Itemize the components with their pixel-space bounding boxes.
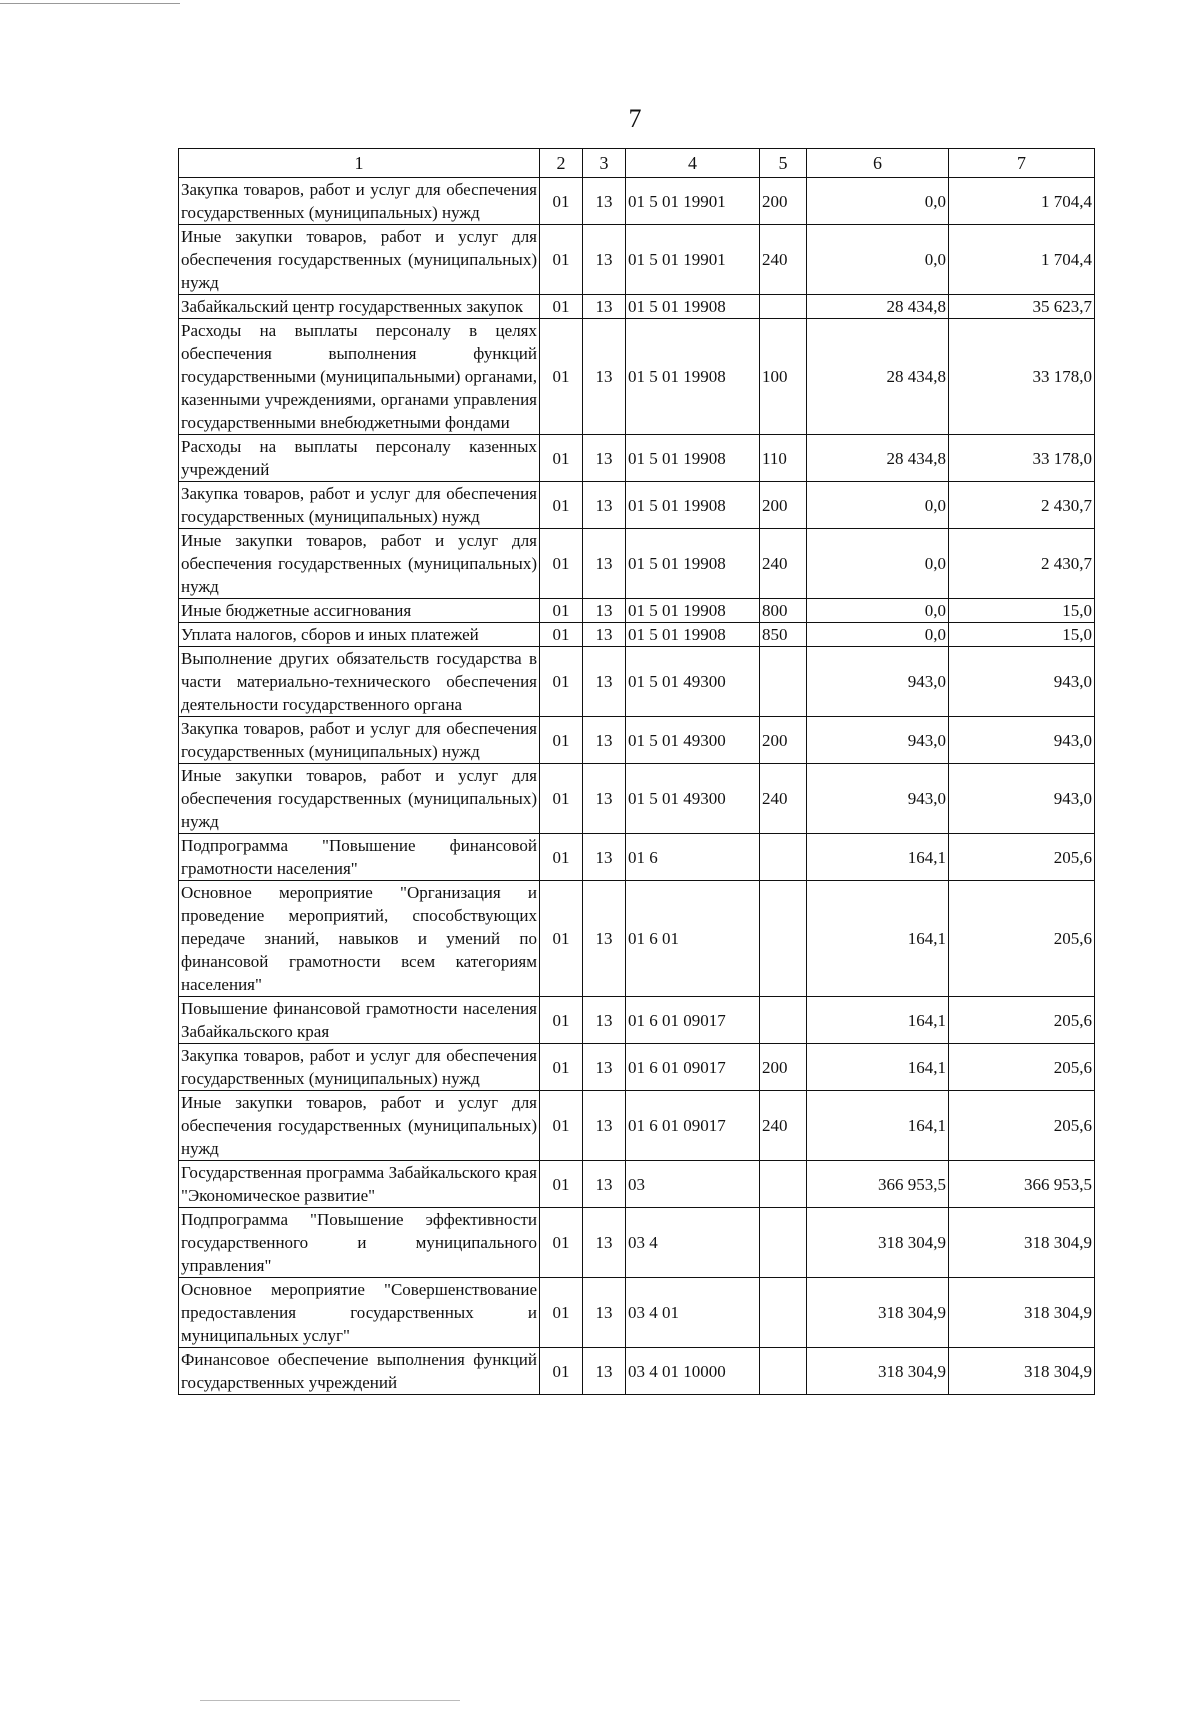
amount-year-1: 164,1: [807, 1044, 949, 1091]
amount-year-2: 366 953,5: [949, 1161, 1095, 1208]
amount-year-1: 366 953,5: [807, 1161, 949, 1208]
item-name: Закупка товаров, работ и услуг для обеспечения государственных (муниципальных) нужд: [179, 482, 540, 529]
item-name: Закупка товаров, работ и услуг для обеспечения государственных (муниципальных) нужд: [179, 1044, 540, 1091]
table-row: [179, 295, 1095, 319]
amount-year-2: 205,6: [949, 997, 1095, 1044]
amount-year-1: 164,1: [807, 881, 949, 997]
header-col-6: 6: [807, 149, 949, 178]
subsection-code: 13: [583, 717, 626, 764]
amount-year-1: 0,0: [807, 529, 949, 599]
table-row: [179, 1091, 1095, 1161]
table-row: [179, 1044, 1095, 1091]
target-article-code: 01 5 01 19908: [626, 623, 760, 647]
item-name: Иные бюджетные ассигнования: [179, 599, 540, 623]
amount-year-1: 0,0: [807, 623, 949, 647]
amount-year-1: 0,0: [807, 225, 949, 295]
amount-year-2: 1 704,4: [949, 225, 1095, 295]
item-name: Финансовое обеспечение выполнения функций государственных учреждений: [179, 1348, 540, 1395]
subsection-code: 13: [583, 178, 626, 225]
expense-type-code: 200: [760, 178, 807, 225]
target-article-code: 03 4 01 10000: [626, 1348, 760, 1395]
target-article-code: 01 6 01 09017: [626, 1044, 760, 1091]
amount-year-1: 164,1: [807, 834, 949, 881]
subsection-code: 13: [583, 225, 626, 295]
item-name: Государственная программа Забайкальского края "Экономическое развитие": [179, 1161, 540, 1208]
table-row: [179, 1208, 1095, 1278]
table-body: [179, 178, 1095, 1395]
item-name: Подпрограмма "Повышение финансовой грамотности населения": [179, 834, 540, 881]
subsection-code: 13: [583, 623, 626, 647]
subsection-code: 13: [583, 1278, 626, 1348]
subsection-code: 13: [583, 764, 626, 834]
subsection-code: 13: [583, 1091, 626, 1161]
amount-year-2: 15,0: [949, 599, 1095, 623]
amount-year-2: 943,0: [949, 717, 1095, 764]
header-row: [179, 149, 1095, 178]
expense-type-code: 800: [760, 599, 807, 623]
amount-year-1: 28 434,8: [807, 295, 949, 319]
section-code: 01: [540, 599, 583, 623]
target-article-code: 01 5 01 49300: [626, 717, 760, 764]
amount-year-2: 318 304,9: [949, 1278, 1095, 1348]
section-code: 01: [540, 1278, 583, 1348]
table-row: [179, 997, 1095, 1044]
expense-type-code: [760, 1161, 807, 1208]
amount-year-2: 33 178,0: [949, 319, 1095, 435]
target-article-code: 01 5 01 19901: [626, 225, 760, 295]
amount-year-1: 943,0: [807, 717, 949, 764]
target-article-code: 01 5 01 19908: [626, 319, 760, 435]
amount-year-1: 164,1: [807, 1091, 949, 1161]
subsection-code: 13: [583, 1348, 626, 1395]
expense-type-code: [760, 295, 807, 319]
target-article-code: 01 5 01 19908: [626, 482, 760, 529]
amount-year-1: 164,1: [807, 997, 949, 1044]
subsection-code: 13: [583, 1044, 626, 1091]
table-row: [179, 482, 1095, 529]
expense-type-code: 100: [760, 319, 807, 435]
expense-type-code: [760, 997, 807, 1044]
table-row: [179, 1278, 1095, 1348]
header-col-7: 7: [949, 149, 1095, 178]
subsection-code: 13: [583, 482, 626, 529]
target-article-code: 01 5 01 19908: [626, 295, 760, 319]
target-article-code: 01 5 01 49300: [626, 647, 760, 717]
amount-year-1: 28 434,8: [807, 435, 949, 482]
expense-type-code: [760, 1208, 807, 1278]
target-article-code: 01 5 01 19908: [626, 435, 760, 482]
section-code: 01: [540, 1044, 583, 1091]
amount-year-1: 0,0: [807, 178, 949, 225]
section-code: 01: [540, 1091, 583, 1161]
section-code: 01: [540, 225, 583, 295]
expense-type-code: [760, 1348, 807, 1395]
expense-type-code: [760, 834, 807, 881]
amount-year-2: 33 178,0: [949, 435, 1095, 482]
section-code: 01: [540, 881, 583, 997]
budget-table: [178, 148, 1095, 1395]
expense-type-code: 240: [760, 764, 807, 834]
item-name: Иные закупки товаров, работ и услуг для обеспечения государственных (муниципальных) нужд: [179, 1091, 540, 1161]
item-name: Основное мероприятие "Совершенствование предоставления государственных и муниципальных услуг": [179, 1278, 540, 1348]
table-row: [179, 881, 1095, 997]
target-article-code: 01 6: [626, 834, 760, 881]
subsection-code: 13: [583, 1208, 626, 1278]
table-row: [179, 319, 1095, 435]
amount-year-2: 205,6: [949, 1044, 1095, 1091]
scan-artifact-bottom: [200, 1700, 460, 1701]
expense-type-code: 200: [760, 482, 807, 529]
amount-year-2: 2 430,7: [949, 529, 1095, 599]
item-name: Подпрограмма "Повышение эффективности государственного и муниципального управления": [179, 1208, 540, 1278]
section-code: 01: [540, 717, 583, 764]
section-code: 01: [540, 764, 583, 834]
header-col-2: 2: [540, 149, 583, 178]
amount-year-1: 28 434,8: [807, 319, 949, 435]
expense-type-code: 240: [760, 225, 807, 295]
amount-year-1: 943,0: [807, 647, 949, 717]
expense-type-code: 240: [760, 1091, 807, 1161]
subsection-code: 13: [583, 529, 626, 599]
table-row: [179, 529, 1095, 599]
section-code: 01: [540, 1348, 583, 1395]
amount-year-2: 2 430,7: [949, 482, 1095, 529]
item-name: Иные закупки товаров, работ и услуг для обеспечения государственных (муниципальных) нужд: [179, 764, 540, 834]
subsection-code: 13: [583, 319, 626, 435]
header-col-3: 3: [583, 149, 626, 178]
amount-year-1: 0,0: [807, 599, 949, 623]
table-row: [179, 178, 1095, 225]
amount-year-2: 1 704,4: [949, 178, 1095, 225]
header-col-4: 4: [626, 149, 760, 178]
section-code: 01: [540, 178, 583, 225]
amount-year-1: 0,0: [807, 482, 949, 529]
target-article-code: 01 5 01 49300: [626, 764, 760, 834]
amount-year-2: 943,0: [949, 647, 1095, 717]
target-article-code: 01 6 01 09017: [626, 1091, 760, 1161]
expense-type-code: 200: [760, 1044, 807, 1091]
section-code: 01: [540, 1161, 583, 1208]
section-code: 01: [540, 529, 583, 599]
section-code: 01: [540, 319, 583, 435]
scan-artifact-top: [0, 3, 180, 4]
section-code: 01: [540, 647, 583, 717]
section-code: 01: [540, 295, 583, 319]
subsection-code: 13: [583, 997, 626, 1044]
item-name: Иные закупки товаров, работ и услуг для обеспечения государственных (муниципальных) нужд: [179, 225, 540, 295]
subsection-code: 13: [583, 834, 626, 881]
section-code: 01: [540, 435, 583, 482]
subsection-code: 13: [583, 1161, 626, 1208]
item-name: Закупка товаров, работ и услуг для обеспечения государственных (муниципальных) нужд: [179, 717, 540, 764]
expense-type-code: 110: [760, 435, 807, 482]
subsection-code: 13: [583, 599, 626, 623]
amount-year-2: 318 304,9: [949, 1348, 1095, 1395]
expense-type-code: 200: [760, 717, 807, 764]
header-col-5: 5: [760, 149, 807, 178]
target-article-code: 01 5 01 19908: [626, 529, 760, 599]
section-code: 01: [540, 623, 583, 647]
amount-year-2: 318 304,9: [949, 1208, 1095, 1278]
item-name: Основное мероприятие "Организация и проведение мероприятий, способствующих передаче знаний, навыков и умений по финансовой грамотности всем категориям населения": [179, 881, 540, 997]
subsection-code: 13: [583, 647, 626, 717]
page-number: 7: [628, 104, 642, 133]
expense-type-code: 240: [760, 529, 807, 599]
expense-type-code: [760, 881, 807, 997]
table-row: [179, 647, 1095, 717]
target-article-code: 01 6 01 09017: [626, 997, 760, 1044]
section-code: 01: [540, 834, 583, 881]
amount-year-2: 205,6: [949, 881, 1095, 997]
expense-type-code: [760, 647, 807, 717]
item-name: Расходы на выплаты персоналу казенных учреждений: [179, 435, 540, 482]
section-code: 01: [540, 482, 583, 529]
item-name: Выполнение других обязательств государства в части материально-технического обеспечения деятельности государственного органа: [179, 647, 540, 717]
amount-year-2: 943,0: [949, 764, 1095, 834]
amount-year-2: 205,6: [949, 1091, 1095, 1161]
table-row: [179, 1348, 1095, 1395]
target-article-code: 01 5 01 19901: [626, 178, 760, 225]
header-col-1: 1: [179, 149, 540, 178]
table-row: [179, 717, 1095, 764]
expense-type-code: [760, 1278, 807, 1348]
amount-year-2: 15,0: [949, 623, 1095, 647]
target-article-code: 01 5 01 19908: [626, 599, 760, 623]
amount-year-2: 205,6: [949, 834, 1095, 881]
table-row: [179, 599, 1095, 623]
amount-year-2: 35 623,7: [949, 295, 1095, 319]
target-article-code: 03: [626, 1161, 760, 1208]
table-row: [179, 435, 1095, 482]
amount-year-1: 318 304,9: [807, 1208, 949, 1278]
target-article-code: 03 4: [626, 1208, 760, 1278]
table-row: [179, 623, 1095, 647]
section-code: 01: [540, 997, 583, 1044]
item-name: Расходы на выплаты персоналу в целях обеспечения выполнения функций государственными (муниципальными) органами, казенными учреждениями, органами управления государственными внебюджетными фондами: [179, 319, 540, 435]
table-row: [179, 1161, 1095, 1208]
section-code: 01: [540, 1208, 583, 1278]
item-name: Иные закупки товаров, работ и услуг для обеспечения государственных (муниципальных) нужд: [179, 529, 540, 599]
item-name: Повышение финансовой грамотности населения Забайкальского края: [179, 997, 540, 1044]
table-row: [179, 834, 1095, 881]
amount-year-1: 318 304,9: [807, 1348, 949, 1395]
subsection-code: 13: [583, 435, 626, 482]
expense-type-code: 850: [760, 623, 807, 647]
item-name: Забайкальский центр государственных закупок: [179, 295, 540, 319]
item-name: Закупка товаров, работ и услуг для обеспечения государственных (муниципальных) нужд: [179, 178, 540, 225]
item-name: Уплата налогов, сборов и иных платежей: [179, 623, 540, 647]
amount-year-1: 318 304,9: [807, 1278, 949, 1348]
table-row: [179, 764, 1095, 834]
target-article-code: 03 4 01: [626, 1278, 760, 1348]
subsection-code: 13: [583, 295, 626, 319]
target-article-code: 01 6 01: [626, 881, 760, 997]
amount-year-1: 943,0: [807, 764, 949, 834]
table-row: [179, 225, 1095, 295]
subsection-code: 13: [583, 881, 626, 997]
